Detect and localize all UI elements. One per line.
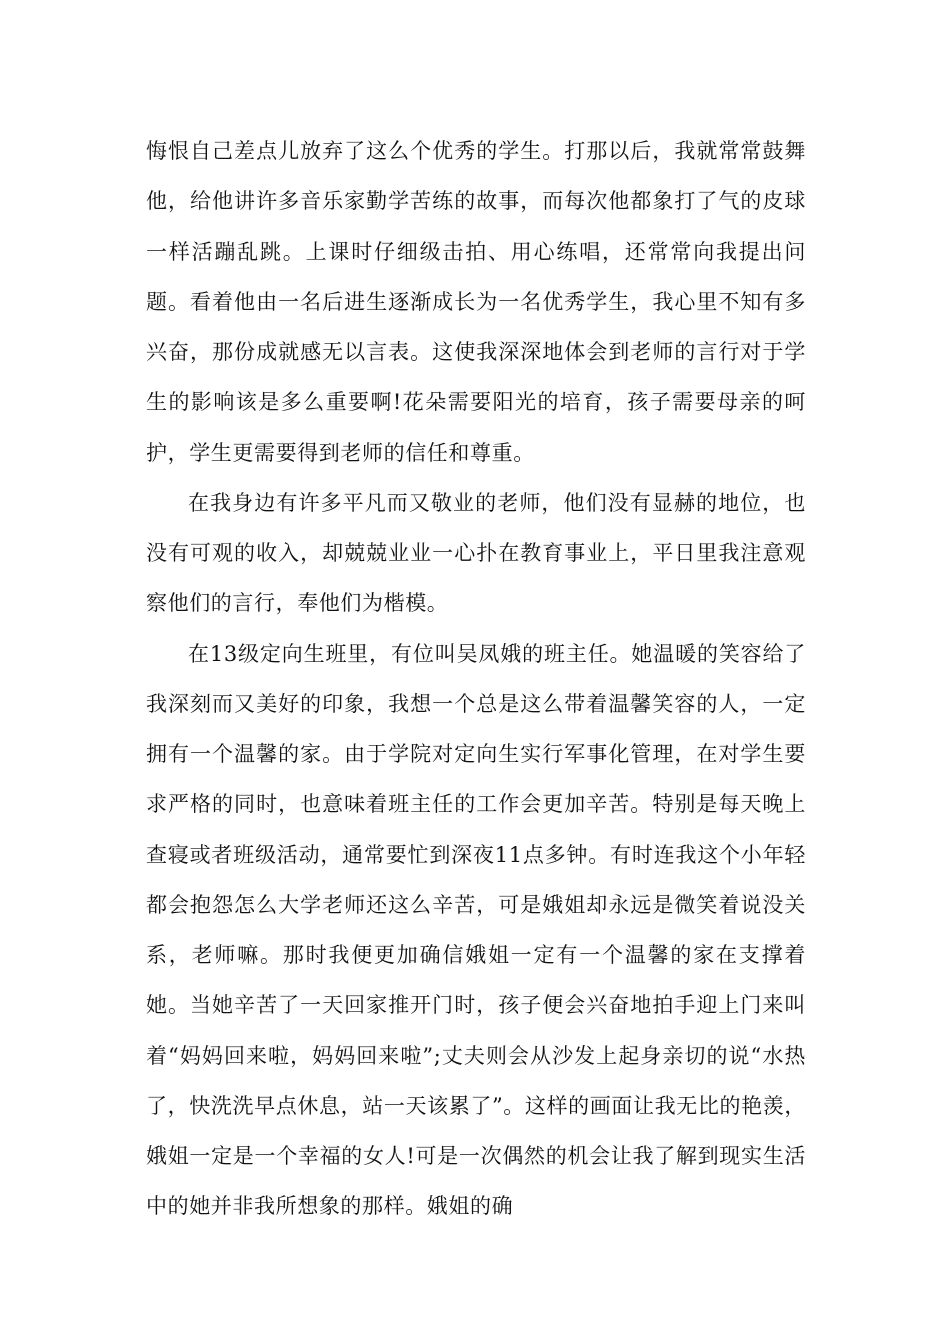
document-body	[146, 126, 806, 1232]
paragraph-1: 悔恨自己差点儿放弃了这么个优秀的学生。打那以后，我就常常鼓舞他，给他讲许多音乐家勤学苦练的故事，而每次他都象打了气的皮球一样活蹦乱跳。上课时仔细级击拍、用心练唱，还常常向我提出问题。看着他由一名后进生逐渐成长为一名优秀学生，我心里不知有多兴奋，那份成就感无以言表。这使我深深地体会到老师的言行对于学生的影响该是多么重要啊!花朵需要阳光的培育，孩子需要母亲的呵护，学生更需要得到老师的信任和尊重。	[146, 139, 806, 465]
paragraph-2: 在我身边有许多平凡而又敬业的老师，他们没有显赫的地位，也没有可观的收入，却兢兢业业一心扑在教育事业上，平日里我注意观察他们的言行，奉他们为楷模。	[146, 490, 806, 616]
paragraph-3: 在13级定向生班里，有位叫吴凤娥的班主任。她温暖的笑容给了我深刻而又美好的印象，我想一个总是这么带着温馨笑容的人，一定拥有一个温馨的家。由于学院对定向生实行军事化管理，在对学生要求严格的同时，也意味着班主任的工作会更加辛苦。特别是每天晚上查寝或者班级活动，通常要忙到深夜11点多钟。有时连我这个小年轻都会抱怨怎么大学老师还这么辛苦，可是娥姐却永远是微笑着说没关系，老师嘛。那时我便更加确信娥姐一定有一个温馨的家在支撑着她。当她辛苦了一天回家推开门时，孩子便会兴奋地拍手迎上门来叫着“妈妈回来啦，妈妈回来啦”;丈夫则会从沙发上起身亲切的说“水热了，快洗洗早点休息，站一天该累了”。这样的画面让我无比的艳羡，娥姐一定是一个幸福的女人!可是一次偶然的机会让我了解到现实生活中的她并非我所想象的那样。娥姐的确	[146, 641, 806, 1219]
